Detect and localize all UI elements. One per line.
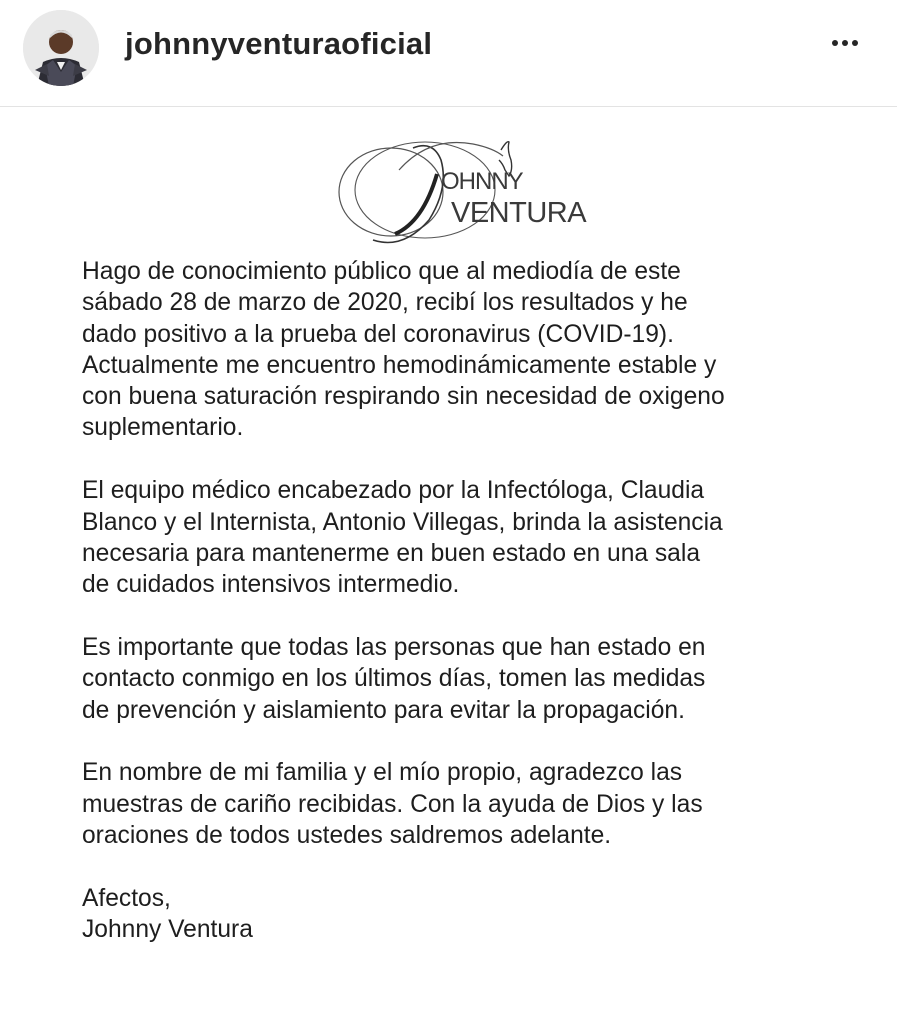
paragraph: En nombre de mi familia y el mío propio, agradezco las muestras de cariño recibidas. Con la ayuda de Dios y las oraciones de todos ustedes saldremos adelante. <box>82 759 703 849</box>
logo-text-johnny: OHNNY <box>441 168 523 195</box>
logo-text-ventura: VENTURA <box>451 197 587 229</box>
username[interactable]: johnnyventuraoficial <box>125 26 433 61</box>
post-header <box>0 0 897 107</box>
more-options-icon <box>832 40 838 46</box>
user-avatar-icon <box>23 10 99 86</box>
avatar[interactable] <box>23 10 99 86</box>
signature: Afectos, Johnny Ventura <box>82 884 253 944</box>
paragraph: Hago de conocimiento público que al mediodía de este sábado 28 de marzo de 2020, recibí los resultados y he dado positivo a la prueba del coronavirus (COVID-19). Actualmente me encuentro hemodinámicamente estable y con buena saturación respirando sin necesidad de oxigeno suplementario. <box>82 258 725 442</box>
post-image <box>0 108 897 1024</box>
paragraph: El equipo médico encabezado por la Infectóloga, Claudia Blanco y el Internista, Antonio Villegas, brinda la asistencia necesaria para mantenerme en buen estado en una sala de cuidados intensivos intermedio. <box>82 477 723 599</box>
more-options-button[interactable] <box>823 25 867 61</box>
brand-logo <box>333 130 587 252</box>
paragraph: Es importante que todas las personas que han estado en contacto conmigo en los últimos días, tomen las medidas de prevención y aislamiento para evitar la propagación. <box>82 633 706 724</box>
announcement-text <box>82 256 862 977</box>
